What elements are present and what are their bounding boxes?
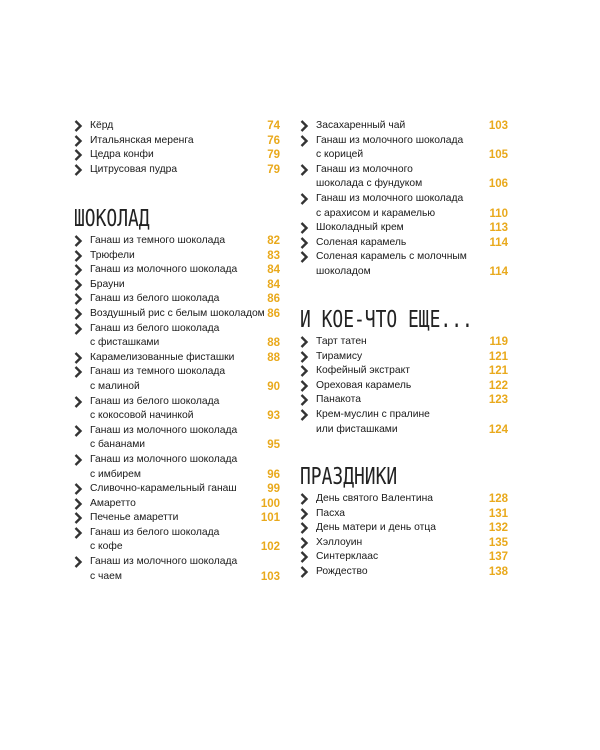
toc-page-number: 86: [267, 307, 280, 320]
toc-entry: [300, 379, 508, 394]
toc-page-number: 90: [267, 380, 280, 393]
toc-entry-line: с арахисом и карамелью: [316, 207, 436, 219]
toc-page-number: 74: [267, 120, 280, 132]
toc-entry-line: с бананами: [90, 439, 146, 451]
toc-entry-title: [316, 192, 508, 221]
toc-entry-line: шоколада с фундуком: [316, 178, 423, 190]
chevron-right-icon: [74, 250, 85, 262]
toc-entry: [300, 536, 508, 551]
toc-page-number: 99: [267, 483, 280, 496]
toc-entry-title: [90, 163, 280, 178]
toc-entry-title: [90, 292, 280, 307]
toc-page-number: 101: [260, 512, 280, 525]
toc-entry-title: [90, 322, 280, 351]
toc-entry-line: Панакота: [316, 394, 361, 406]
toc-page-number: 138: [488, 565, 508, 578]
chevron-right-icon: [74, 483, 85, 495]
chevron-right-icon: [74, 293, 85, 305]
toc-page-number: 124: [488, 423, 508, 436]
section-heading-holidays: ПРАЗДНИКИ: [300, 464, 398, 490]
toc-page-number: 95: [267, 439, 280, 452]
section-more: [300, 307, 508, 333]
toc-entry-line: Ганаш из молочного шоколада: [90, 556, 238, 568]
toc-entry-title: [90, 395, 280, 424]
toc-entry: [74, 351, 280, 366]
right-pre-list: [300, 119, 508, 280]
toc-entry-title: [90, 249, 280, 264]
toc-page-number: 88: [267, 337, 280, 350]
chevron-right-icon: [74, 235, 85, 247]
toc-entry-line: Засахаренный чай: [316, 120, 406, 131]
chevron-right-icon: [300, 135, 311, 147]
chevron-right-icon: [74, 366, 85, 378]
toc-entry: [300, 521, 508, 536]
chevron-right-icon: [300, 537, 311, 549]
toc-page-number: 121: [488, 365, 508, 378]
toc-entry: [74, 307, 280, 322]
toc-entry-line: Ореховая карамель: [316, 379, 412, 391]
chevron-right-icon: [300, 164, 311, 176]
chevron-right-icon: [300, 193, 311, 205]
toc-entry-title: [90, 307, 280, 322]
toc-page-number: 123: [488, 394, 508, 407]
toc-page-number: 105: [488, 149, 508, 162]
toc-entry-line: Ганаш из молочного шоколада: [316, 192, 464, 204]
toc-entry: [74, 263, 280, 278]
chevron-right-icon: [300, 394, 311, 406]
toc-entry-title: [316, 250, 508, 279]
toc-page-number: 103: [488, 120, 508, 132]
toc-entry-title: [316, 236, 508, 251]
toc-entry: [74, 292, 280, 307]
toc-entry: [74, 497, 280, 512]
toc-entry-line: Воздушный рис с белым шоколадом: [90, 307, 265, 319]
toc-page-number: 84: [267, 278, 280, 291]
toc-entry-line: Амаретто: [90, 497, 136, 509]
toc-entry-title: [316, 536, 508, 551]
toc-page-number: 114: [489, 265, 508, 278]
toc-entry-line: с малиной: [90, 380, 140, 392]
toc-entry-title: [316, 134, 508, 163]
toc-entry-title: [316, 119, 508, 134]
toc-page-number: 93: [267, 410, 280, 423]
toc-entry: [300, 134, 508, 163]
toc-page-number: 84: [267, 264, 280, 277]
toc-entry-line: с фисташками: [90, 337, 160, 349]
toc-entry-line: Печенье амаретти: [90, 512, 179, 524]
toc-entry-line: Ганаш из белого шоколада: [90, 293, 220, 305]
chevron-right-icon: [74, 164, 85, 176]
toc-entry-line: шоколадом: [316, 265, 371, 277]
toc-entry-line: с чаем: [90, 570, 122, 582]
toc-entry-title: [316, 335, 508, 350]
toc-page-number: 135: [488, 536, 508, 549]
toc-entry-line: Ганаш из белого шоколада: [90, 322, 220, 334]
chevron-right-icon: [74, 120, 85, 132]
chevron-right-icon: [300, 551, 311, 563]
toc-entry: [300, 408, 508, 437]
toc-page-number: 83: [267, 249, 280, 262]
toc-page-number: 86: [267, 293, 280, 306]
toc-entry-line: Карамелизованные фисташки: [90, 351, 235, 363]
toc-entry: [74, 119, 280, 134]
toc-page-number: 76: [267, 134, 280, 147]
toc-page-number: 137: [488, 551, 508, 564]
toc-entry-line: с имбирем: [90, 468, 141, 480]
toc-entry: [300, 221, 508, 236]
toc-entry-line: Сливочно-карамельный ганаш: [90, 483, 237, 495]
chevron-right-icon: [300, 508, 311, 520]
toc-entry-line: Тирамису: [316, 350, 363, 362]
toc-entry: [300, 192, 508, 221]
toc-page-number: 114: [489, 236, 508, 249]
chevron-right-icon: [74, 279, 85, 291]
toc-page-number: 122: [488, 379, 508, 392]
chevron-right-icon: [74, 308, 85, 320]
toc-entry-title: [90, 511, 280, 526]
toc-entry-title: [90, 453, 280, 482]
chevron-right-icon: [300, 120, 311, 132]
toc-entry-title: [90, 497, 280, 512]
chevron-right-icon: [74, 149, 85, 161]
chevron-right-icon: [74, 512, 85, 524]
toc-entry-line: или фисташками: [316, 423, 398, 435]
toc-entry: [300, 565, 508, 580]
toc-entry-title: [316, 163, 508, 192]
toc-entry-line: Тарт татен: [316, 336, 367, 347]
toc-entry-line: Шоколадный крем: [316, 222, 404, 234]
chevron-right-icon: [74, 135, 85, 147]
toc-entry-title: [90, 555, 280, 584]
toc-entry-line: Цитрусовая пудра: [90, 163, 178, 175]
toc-entry-line: Ганаш из темного шоколада: [90, 366, 226, 378]
toc-entry-line: с корицей: [316, 149, 364, 161]
toc-entry-line: Цедра конфи: [90, 149, 154, 161]
chevron-right-icon: [300, 336, 311, 348]
toc-page-number: 119: [489, 336, 508, 348]
toc-entry: [74, 555, 280, 584]
chevron-right-icon: [74, 454, 85, 466]
toc-entry: [74, 163, 280, 178]
toc-entry: [74, 322, 280, 351]
toc-page-number: 96: [267, 468, 280, 481]
toc-page-number: 88: [267, 351, 280, 364]
toc-page-number: 128: [488, 493, 508, 505]
toc-entry-line: Рождество: [316, 565, 368, 577]
toc-entry: [74, 453, 280, 482]
toc-page-number: 102: [260, 541, 280, 554]
chevron-right-icon: [300, 566, 311, 578]
more-list: [300, 335, 508, 437]
toc-page-number: 131: [488, 507, 508, 520]
chevron-right-icon: [74, 352, 85, 364]
toc-page-number: 113: [489, 222, 508, 235]
toc-entry-title: [316, 350, 508, 365]
chocolate-list: [74, 234, 280, 584]
toc-entry-line: Ганаш из молочного шоколада: [90, 453, 238, 465]
toc-entry-line: Пасха: [316, 507, 346, 519]
toc-entry: [74, 511, 280, 526]
toc-page-number: 103: [260, 570, 280, 583]
toc-entry-title: [316, 393, 508, 408]
toc-entry: [300, 507, 508, 522]
toc-entry-title: [90, 119, 280, 134]
toc-entry-line: Ганаш из молочного шоколада: [316, 134, 464, 146]
toc-entry-title: [90, 134, 280, 149]
toc-entry: [74, 134, 280, 149]
chevron-right-icon: [74, 264, 85, 276]
toc-entry: [300, 350, 508, 365]
toc-entry-title: [90, 482, 280, 497]
toc-entry-line: День матери и день отца: [316, 522, 436, 534]
toc-entry: [300, 492, 508, 507]
chevron-right-icon: [300, 237, 311, 249]
toc-entry: [74, 278, 280, 293]
chevron-right-icon: [300, 380, 311, 392]
chevron-right-icon: [74, 396, 85, 408]
toc-page-number: 132: [488, 522, 508, 535]
toc-entry-line: с кокосовой начинкой: [90, 410, 194, 422]
toc-page-number: 100: [260, 497, 280, 510]
toc-entry-line: День святого Валентина: [316, 493, 434, 504]
toc-entry-line: Трюфели: [90, 249, 135, 261]
toc-entry: [74, 395, 280, 424]
toc-entry-title: [90, 351, 280, 366]
chevron-right-icon: [74, 498, 85, 510]
toc-entry: [74, 482, 280, 497]
toc-entry-title: [316, 507, 508, 522]
toc-entry: [300, 250, 508, 279]
toc-entry-title: [316, 221, 508, 236]
chevron-right-icon: [300, 409, 311, 421]
toc-entry-title: [316, 492, 508, 507]
toc-entry-line: Кёрд: [90, 120, 114, 131]
toc-entry-line: Ганаш из молочного шоколада: [90, 264, 238, 276]
toc-entry: [74, 234, 280, 249]
holidays-list: [300, 492, 508, 580]
toc-page-number: 79: [267, 149, 280, 162]
toc-page-number: 106: [488, 178, 508, 191]
toc-entry: [74, 148, 280, 163]
chevron-right-icon: [74, 527, 85, 539]
chevron-right-icon: [300, 493, 311, 505]
toc-entry-title: [316, 521, 508, 536]
toc-entry-title: [90, 148, 280, 163]
toc-entry-line: Кофейный экстракт: [316, 365, 410, 377]
section-chocolate: [74, 206, 280, 232]
toc-entry: [300, 163, 508, 192]
toc-entry-line: Синтерклаас: [316, 551, 379, 563]
toc-entry-line: Ганаш из темного шоколада: [90, 235, 226, 246]
toc-page-number: 82: [267, 235, 280, 247]
toc-entry: [300, 119, 508, 134]
toc-entry-line: Хэллоуин: [316, 536, 363, 548]
toc-entry: [300, 393, 508, 408]
toc-entry-title: [316, 565, 508, 580]
toc-entry: [74, 424, 280, 453]
chevron-right-icon: [300, 351, 311, 363]
toc-entry-title: [90, 365, 280, 394]
toc-entry-line: Ганаш из белого шоколада: [90, 395, 220, 407]
toc-entry-line: Крем-муслин с пралине: [316, 408, 430, 420]
toc-entry-title: [316, 408, 508, 437]
section-heading-more: И КОЕ-ЧТО ЕЩЕ...: [300, 307, 473, 333]
toc-entry-title: [90, 234, 280, 249]
toc-entry-title: [316, 379, 508, 394]
chevron-right-icon: [74, 556, 85, 568]
toc-entry-title: [90, 424, 280, 453]
toc-page-number: 110: [489, 207, 508, 220]
toc-entry-line: Соленая карамель с молочным: [316, 251, 467, 263]
toc-entry-title: [90, 278, 280, 293]
toc-entry: [74, 365, 280, 394]
toc-entry-title: [316, 364, 508, 379]
toc-entry-line: с кофе: [90, 541, 123, 553]
toc-entry-line: Ганаш из молочного: [316, 163, 413, 175]
chevron-right-icon: [300, 251, 311, 263]
toc-entry: [300, 236, 508, 251]
toc-entry-title: [90, 263, 280, 278]
toc-entry: [74, 249, 280, 264]
chevron-right-icon: [74, 323, 85, 335]
toc-entry-title: [316, 550, 508, 565]
chevron-right-icon: [300, 522, 311, 534]
toc-entry-line: Соленая карамель: [316, 236, 407, 248]
toc-entry-line: Ганаш из молочного шоколада: [90, 424, 238, 436]
toc-entry: [300, 364, 508, 379]
chevron-right-icon: [74, 425, 85, 437]
toc-entry: [300, 550, 508, 565]
toc-entry: [74, 526, 280, 555]
toc-entry-title: [90, 526, 280, 555]
chevron-right-icon: [300, 222, 311, 234]
chevron-right-icon: [300, 365, 311, 377]
toc-page-number: 79: [267, 163, 280, 176]
toc-entry: [300, 335, 508, 350]
section-holidays: [300, 464, 508, 490]
toc-entry-line: Брауни: [90, 278, 125, 290]
section-heading-chocolate: ШОКОЛАД: [74, 206, 150, 232]
toc-entry-line: Ганаш из белого шоколада: [90, 526, 220, 538]
left-pre-list: [74, 119, 280, 177]
toc-entry-line: Итальянская меренга: [90, 134, 194, 146]
toc-page-number: 121: [488, 350, 508, 363]
